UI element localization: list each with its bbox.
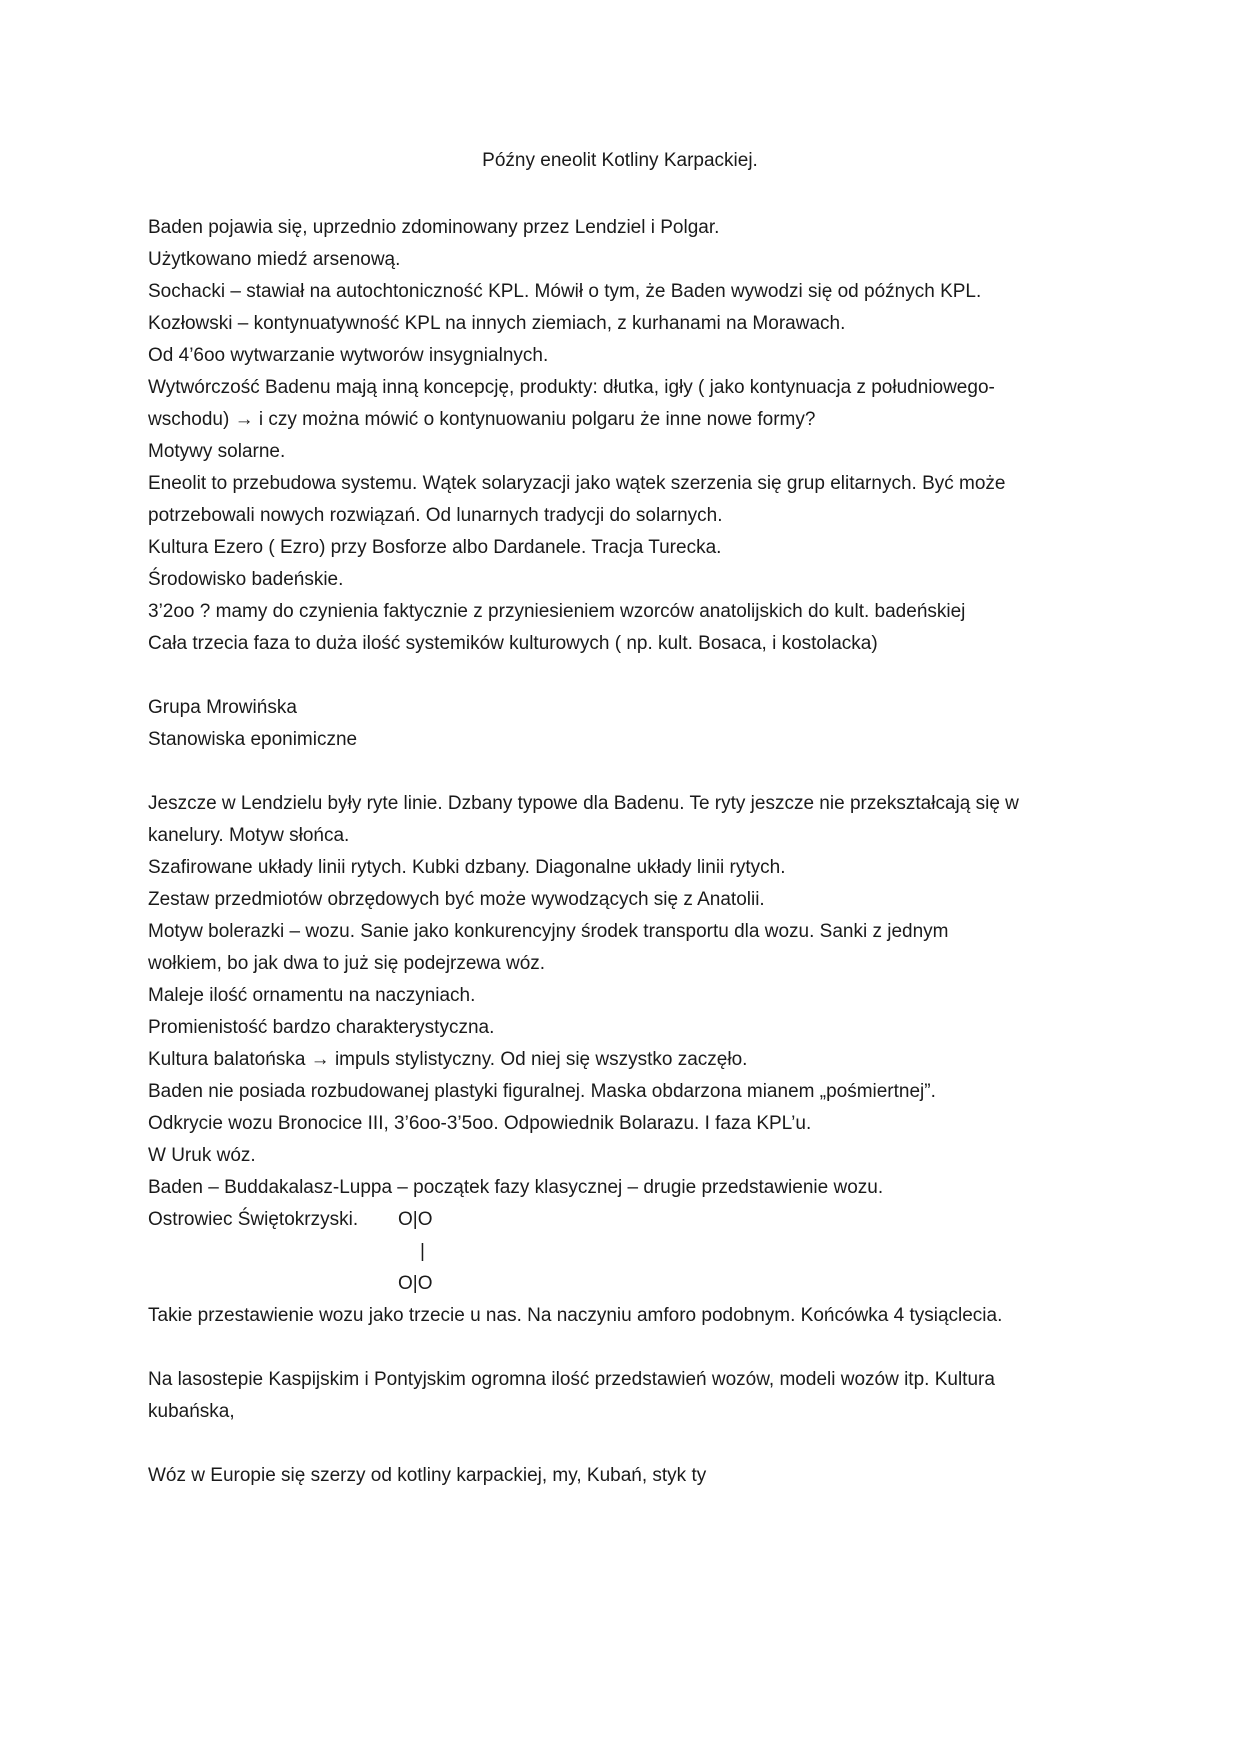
text-line: Motywy solarne.: [148, 441, 286, 462]
text-line: kanelury. Motyw słońca.: [148, 825, 350, 846]
text-line: Kultura balatońska → impuls stylistyczny. Od niej się wszystko zaczęło.: [148, 1049, 748, 1070]
text-line: Grupa Mrowińska: [148, 697, 297, 718]
blank-line: [148, 756, 1098, 788]
text-line: Baden pojawia się, uprzednio zdominowany przez Lendziel i Polgar.: [148, 217, 720, 238]
document-body: [148, 212, 1098, 1492]
text-line: Baden nie posiada rozbudowanej plastyki figuralnej. Maska obdarzona mianem „pośmiertnej”.: [148, 1081, 936, 1102]
text-line: Sochacki – stawiał na autochtoniczność KPL. Mówił o tym, że Baden wywodzi się od późnych KPL.: [148, 281, 982, 302]
text-line: 3’2oo ? mamy do czynienia faktycznie z przyniesieniem wzorców anatolijskich do kult. badeńskiej: [148, 601, 966, 622]
text-line: Na lasostepie Kaspijskim i Pontyjskim ogromna ilość przedstawień wozów, modeli wozów itp. Kultura: [148, 1369, 995, 1390]
blank-line: [148, 1428, 1098, 1460]
wagon-diagram-row-bottom: [148, 1268, 1098, 1300]
text-line: Motyw bolerazki – wozu. Sanie jako konkurencyjny środek transportu dla wozu. Sanki z jednym: [148, 921, 949, 942]
diagram-label: Ostrowiec Świętokrzyski.: [148, 1209, 359, 1230]
text-line: Użytkowano miedź arsenową.: [148, 249, 401, 270]
text-line: Eneolit to przebudowa systemu. Wątek solaryzacji jako wątek szerzenia się grup elitarnych. Być może: [148, 473, 1006, 494]
text-line: Środowisko badeńskie.: [148, 569, 344, 590]
text-line: Od 4’6oo wytwarzanie wytworów insygnialnych.: [148, 345, 549, 366]
wagon-diagram-middle: |: [420, 1241, 425, 1262]
text-line: Kultura Ezero ( Ezro) przy Bosforze albo Dardanele. Tracja Turecka.: [148, 537, 722, 558]
text-line: Promienistość bardzo charakterystyczna.: [148, 1017, 495, 1038]
text-line: Cała trzecia faza to duża ilość systemików kulturowych ( np. kult. Bosaca, i kostolacka): [148, 633, 878, 654]
wagon-diagram-row-middle: [148, 1236, 1098, 1268]
text-line: Baden – Buddakalasz-Luppa – początek fazy klasycznej – drugie przedstawienie wozu.: [148, 1177, 884, 1198]
text-line: W Uruk wóz.: [148, 1145, 256, 1166]
text-line: Wytwórczość Badenu mają inną koncepcję, produkty: dłutka, igły ( jako kontynuacja z południowego-: [148, 377, 995, 398]
text-line: wołkiem, bo jak dwa to już się podejrzewa wóz.: [148, 953, 546, 974]
wagon-diagram-bottom: O|O: [398, 1273, 433, 1294]
text-line: Jeszcze w Lendzielu były ryte linie. Dzbany typowe dla Badenu. Te ryty jeszcze nie przekształcają się w: [148, 793, 1019, 814]
wagon-diagram-row-top: [148, 1204, 1098, 1236]
text-line: kubańska,: [148, 1401, 235, 1422]
page-title: Późny eneolit Kotliny Karpackiej.: [482, 150, 758, 171]
wagon-diagram-top: O|O: [398, 1209, 433, 1230]
text-line: Takie przestawienie wozu jako trzecie u nas. Na naczyniu amforo podobnym. Końcówka 4 tysiąclecia.: [148, 1305, 1003, 1326]
text-line: wschodu) → i czy można mówić o kontynuowaniu polgaru że inne nowe formy?: [148, 409, 816, 430]
text-line: Szafirowane układy linii rytych. Kubki dzbany. Diagonalne układy linii rytych.: [148, 857, 786, 878]
text-line: Stanowiska eponimiczne: [148, 729, 358, 750]
text-line: Kozłowski – kontynuatywność KPL na innych ziemiach, z kurhanami na Morawach.: [148, 313, 846, 334]
text-line: Wóz w Europie się szerzy od kotliny karpackiej, my, Kubań, styk ty: [148, 1465, 707, 1486]
text-line: potrzebowali nowych rozwiązań. Od lunarnych tradycji do solarnych.: [148, 505, 723, 526]
blank-line: [148, 660, 1098, 692]
text-line: Odkrycie wozu Bronocice III, 3’6oo-3’5oo. Odpowiednik Bolarazu. I faza KPL’u.: [148, 1113, 812, 1134]
blank-line: [148, 1332, 1098, 1364]
text-line: Zestaw przedmiotów obrzędowych być może wywodzących się z Anatolii.: [148, 889, 765, 910]
text-line: Maleje ilość ornamentu na naczyniach.: [148, 985, 476, 1006]
